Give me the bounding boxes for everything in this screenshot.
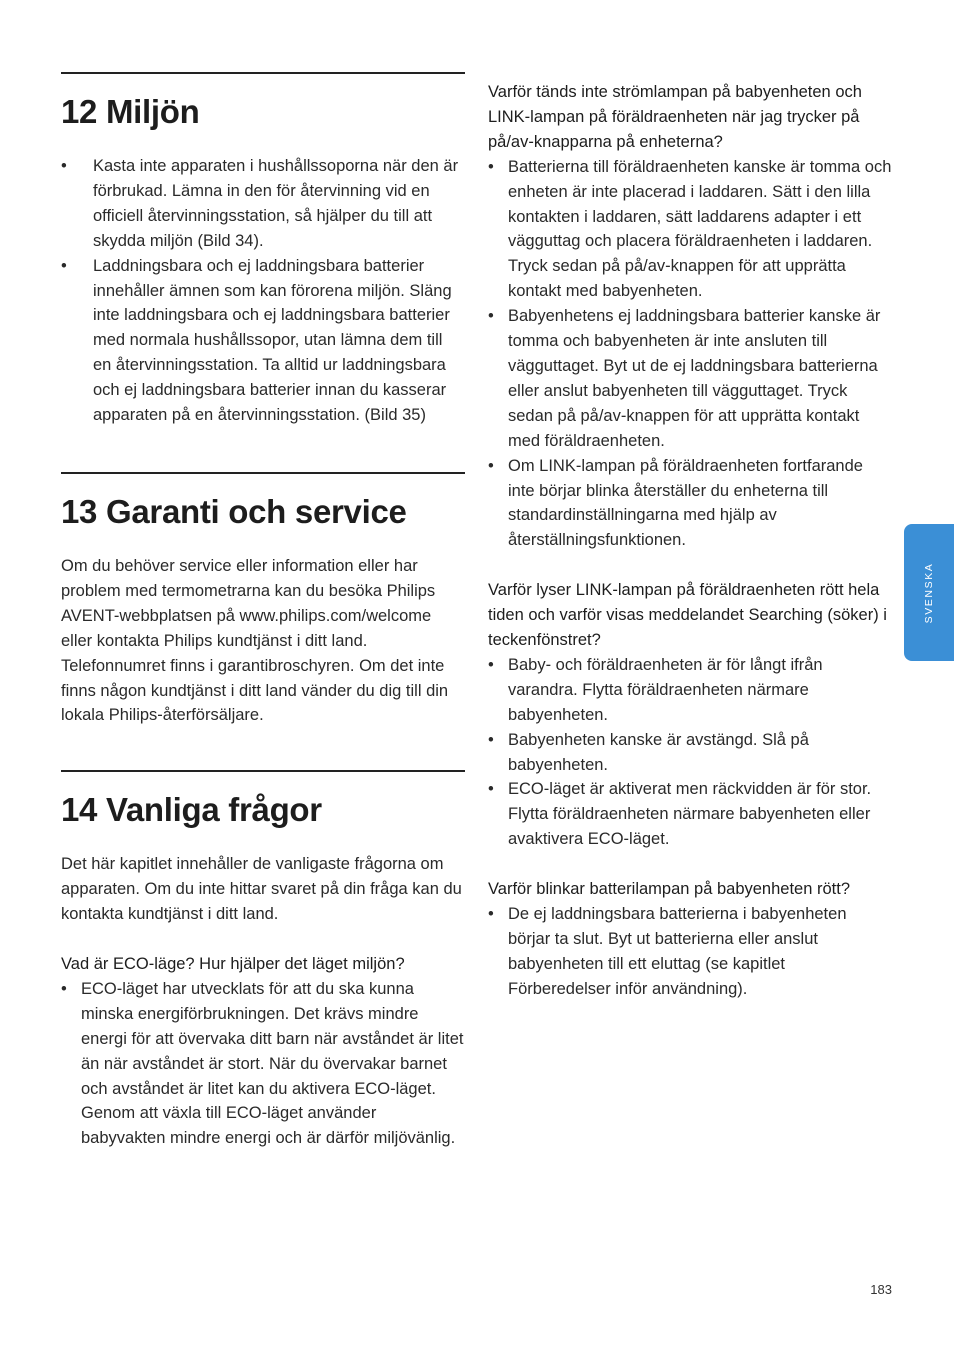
list-item-text: ECO-läget är aktiverat men räckvidden är för stor. Flytta föräldraenheten närmare babyenheten eller avaktivera ECO-läget. [508,780,872,849]
list-item-text: Batterierna till föräldraenheten kanske är tomma och enheten är inte placerad i laddaren. Sätt i den lilla kontakten i laddaren, sätt laddarens adapter i ett vägguttag och placera föräldraenheten i laddaren. Tryck sedan på på/av-knappen för att upprätta kontakt med babyenheten. [508,157,892,301]
left-column [61,72,465,1151]
faq-answer-list [488,653,892,852]
section-rule [61,472,465,474]
spacer [488,553,892,578]
list-item [488,653,892,728]
bullet-icon: • [61,256,67,275]
section-title-garanti: 13 Garanti och service [61,492,407,530]
faq-answer-list [488,155,892,554]
language-tab-label: SVENSKA [923,562,935,623]
miljon-bullet-list [61,154,465,428]
list-item [61,154,465,254]
right-column [488,80,892,1002]
list-item-text: Kasta inte apparaten i hushållssoporna när den är förbrukad. Lämna in den för återvinning vid en officiell återvinningsstation, så hjälper du till att skydda miljön (Bild 34). [93,157,459,250]
list-item-text: Babyenhetens ej laddningsbara batterier kanske är tomma och babyenheten är inte ansluten till vägguttaget. Byt ut de ej laddningsbara batterierna eller anslut babyenheten till vägguttaget. Tryck sedan på på/av-knappen för att upprätta kontakt med föräldraenheten. [508,307,881,450]
bullet-icon: • [488,456,494,475]
bullet-icon: • [61,157,67,175]
list-item [61,254,465,428]
list-item [488,728,892,778]
spacer [61,428,465,472]
bullet-icon: • [488,905,494,924]
section-rule [61,72,465,74]
faq-question: Varför blinkar batterilampan på babyenheten rött? [488,880,851,899]
section-title-vanliga-fragor: 14 Vanliga frågor [61,791,322,829]
spacer [488,852,892,877]
faq-intro-paragraph: Det här kapitlet innehåller de vanligaste frågorna om apparaten. Om du inte hittar svaret på din fråga kan du kontakta kundtjänst i ditt land. [61,855,462,924]
spacer [61,927,465,952]
bullet-icon: • [61,979,67,998]
faq-answer-list [61,977,465,1151]
bullet-icon: • [488,157,494,176]
faq-question: Vad är ECO-läge? Hur hjälper det läget miljön? [61,955,405,974]
garanti-paragraph: Om du behöver service eller information eller har problem med termometrarna kan du besöka Philips AVENT-webbplatsen på www.philips.com/welcome eller kontakta Philips kundtjänst i ditt land. Telefonnumret finns i garantibroschyren. Om det inte finns någon kundtjänst i ditt land vänder du dig till din lokala Philips-återförsäljare. [61,556,449,725]
list-item-text: Laddningsbara och ej laddningsbara batterier innehåller ämnen som kan förorena miljön. Släng inte laddningsbara och ej laddningsbara batterier med normala hushållssopor, utan lämna dem till en återvinningsstation. Ta alltid ur laddningsbara och ej laddningsbara batterier innan du kasserar apparaten på en återvinningsstation. (Bild 35) [93,256,452,425]
bullet-icon: • [488,307,494,326]
bullet-icon: • [488,780,494,799]
faq-answer-list [488,902,892,1002]
list-item [61,977,465,1151]
list-item-text: Babyenheten kanske är avstängd. Slå på babyenheten. [508,730,809,774]
list-item-text: Baby- och föräldraenheten är för långt ifrån varandra. Flytta föräldraenheten närmare babyenheten. [508,655,823,724]
page-number: 183 [870,1282,892,1297]
list-item-text: De ej laddningsbara batterierna i babyenheten börjar ta slut. Byt ut batterierna eller anslut babyenheten till ett eluttag (se kapitlet Förberedelser inför användning). [508,905,847,998]
list-item [488,304,892,453]
section-rule [61,770,465,772]
list-item-text: ECO-läget har utvecklats för att du ska kunna minska energiförbrukningen. Det krävs mindre energi för att övervaka ditt barn när avståndet är litet än när avståndet är stort. När du övervakar barnet och avståndet är litet kan du aktivera ECO-läget. Genom att växla till ECO-läget använder babyvakten mindre energi och är därför miljövänlig. [81,979,464,1148]
list-item [488,454,892,554]
list-item [488,155,892,304]
faq-question: Varför tänds inte strömlampan på babyenheten och LINK-lampan på föräldraenheten när jag trycker på på/av-knapparna på enheterna? [488,83,862,151]
faq-question: Varför lyser LINK-lampan på föräldraenheten rött hela tiden och varför visas meddelandet Searching (söker) i teckenfönstret? [488,581,887,650]
bullet-icon: • [488,730,494,749]
list-item-text: Om LINK-lampan på föräldraenheten fortfarande inte börjar blinka återställer du enheterna till standardinställningarna med hjälp av återställningsfunktionen. [508,456,863,550]
list-item [488,902,892,1002]
spacer [61,728,465,770]
list-item [488,777,892,852]
section-title-miljon: 12 Miljön [61,93,200,130]
language-side-tab [904,524,954,661]
bullet-icon: • [488,655,494,674]
